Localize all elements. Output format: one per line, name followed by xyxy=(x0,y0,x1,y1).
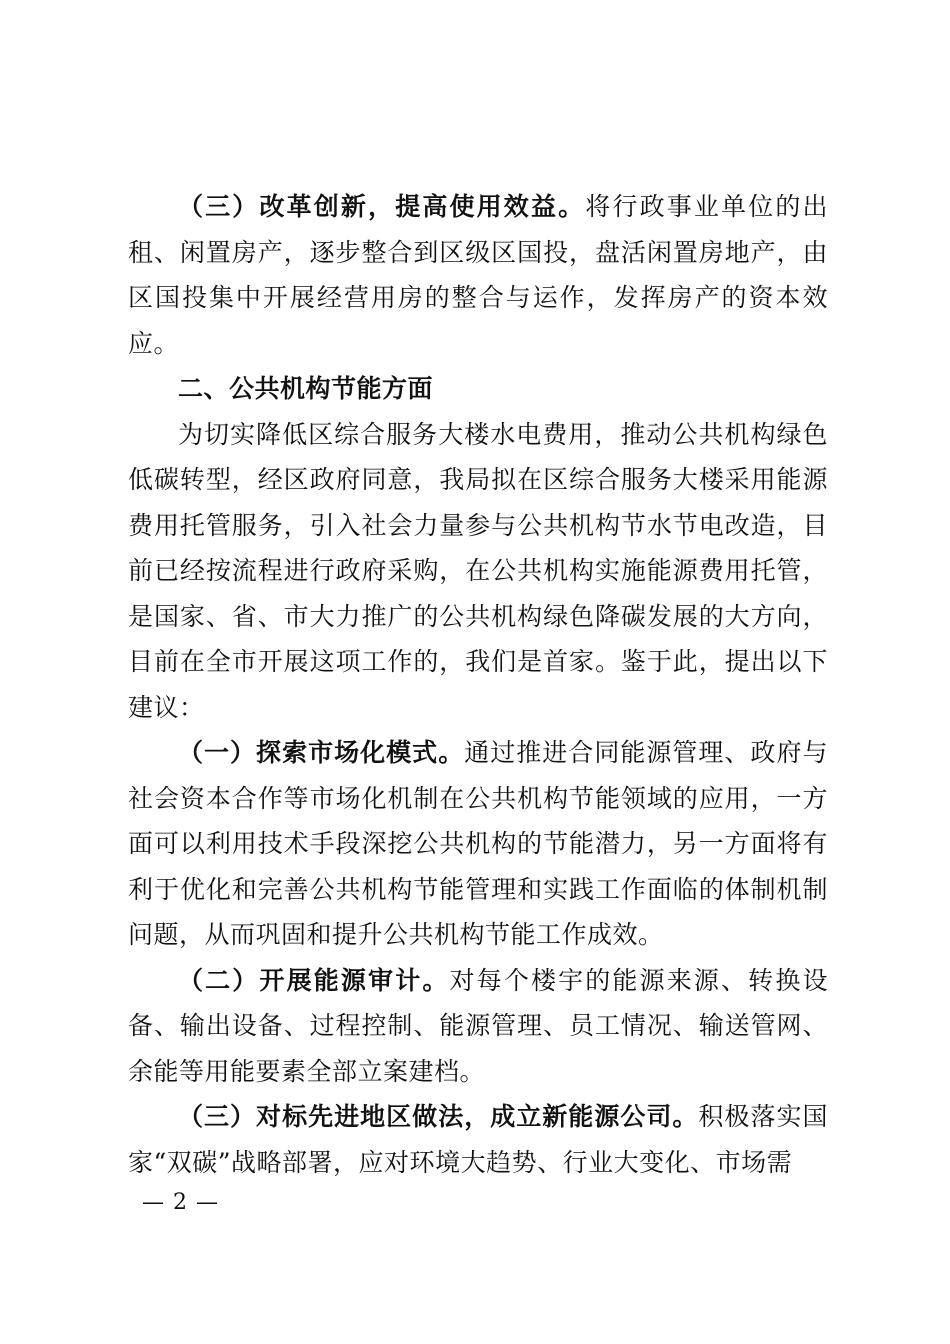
paragraph-lead: （一）探索市场化模式。 xyxy=(178,738,465,767)
document-body xyxy=(128,184,828,1185)
paragraph-intro xyxy=(128,412,828,731)
page-number: — 2 — xyxy=(142,1190,219,1215)
paragraph-text: 对每个楼宇的能源来源、转换设备、输出设备、过程控制、能源管理、员工情况、输送管网、余能等用能要素全部立案建档。 xyxy=(128,965,828,1086)
paragraph-text: 通过推进合同能源管理、政府与社会资本合作等市场化机制在公共机构节能领域的应用，一方面可以利用技术手段深挖公共机构的节能潜力，另一方面将有利于优化和完善公共机构节能管理和实践工作面临的体制机制问题，从而巩固和提升公共机构节能工作成效。 xyxy=(128,738,828,949)
paragraph-text: 将行政事业单位的出租、闲置房产，逐步整合到区级区国投，盘活闲置房地产，由区国投集中开展经营用房的整合与运作，发挥房产的资本效应。 xyxy=(128,192,828,358)
paragraph-market-model xyxy=(128,730,828,958)
paragraph-new-energy-company xyxy=(128,1094,828,1185)
paragraph-lead: （二）开展能源审计。 xyxy=(178,965,450,995)
paragraph-energy-audit xyxy=(128,958,828,1095)
paragraph-reform-innovation xyxy=(128,184,828,366)
section-heading-energy-saving: 二、公共机构节能方面 xyxy=(178,374,434,403)
paragraph-lead: （三）对标先进地区做法，成立新能源公司。 xyxy=(178,1102,699,1131)
paragraph-text: 积极落实国家“双碳”战略部署，应对环境大趋势、行业大变化、市场需 xyxy=(128,1102,828,1177)
paragraph-text: 为切实降低区综合服务大楼水电费用，推动公共机构绿色低碳转型，经区政府同意，我局拟在区综合服务大楼采用能源费用托管服务，引入社会力量参与公共机构节水节电改造，目前已经按流程进行政府采购，在公共机构实施能源费用托管，是国家、省、市大力推广的公共机构绿色降碳发展的大方向，目前在全市开展这项工作的，我们是首家。鉴于此，提出以下建议： xyxy=(128,419,828,722)
paragraph-lead: （三）改革创新，提高使用效益。 xyxy=(178,192,586,221)
